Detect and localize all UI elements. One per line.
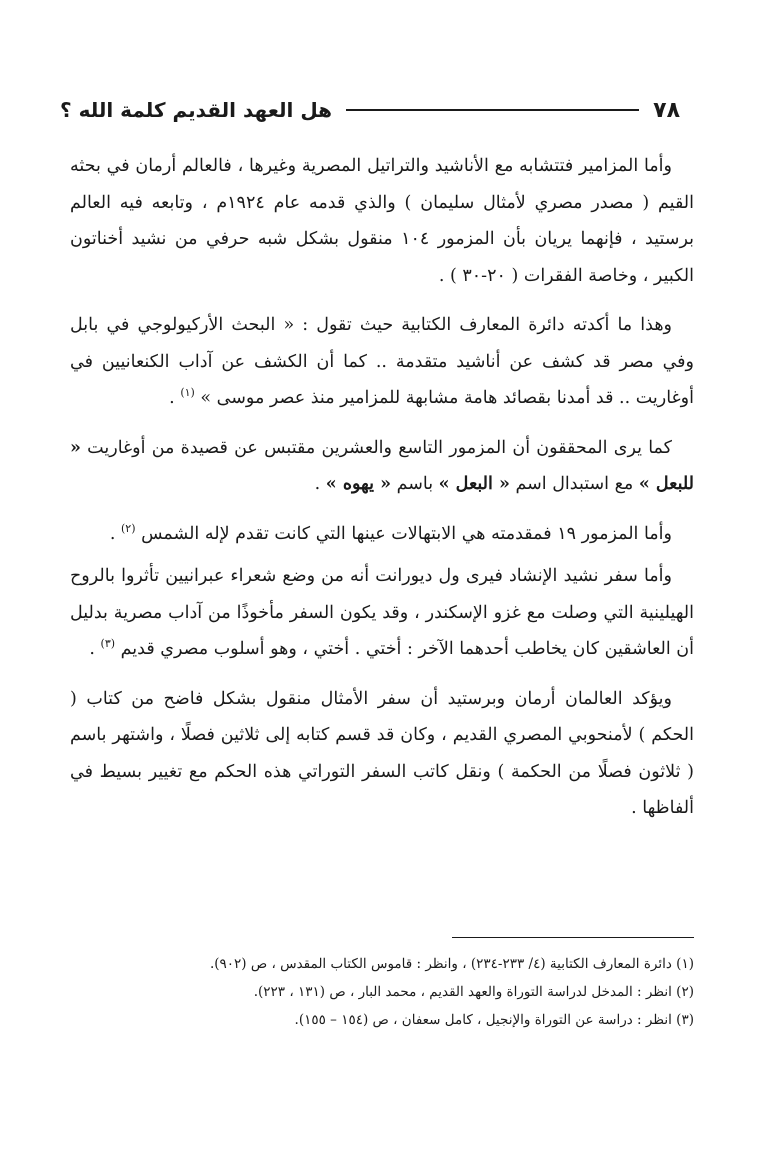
page-number: ٧٨ (653, 97, 680, 123)
paragraph-end: . (109, 523, 121, 544)
paragraph-text: وأما سفر نشيد الإنشاد فيرى ول ديورانت أنه من وضع شعراء عبرانيين تأثروا بالروح الهيلينية التي وصلت مع غزو الإسكندر ، وقد يكون السفر مأخوذًا من آداب مصرية بدليل أن العاشقين كان يخاطب أحدهما الآخر : أختي . أختي ، وهو أسلوب مصري قديم (70, 566, 694, 659)
header-rule (346, 109, 639, 111)
paragraph-text: وأما المزمور ١٩ فمقدمته هي الابتهالات عينها التي كانت تقدم لإله الشمس (141, 523, 672, 544)
footnotes (70, 950, 694, 1034)
bold-term-baal-1: « للبعل » (70, 437, 694, 494)
paragraph-text: وأما المزامير فتتشابه مع الأناشيد والتراتيل المصرية وغيرها ، فالعالم أرمان في بحثه القيم ( مصدر مصري لأمثال سليمان ) والذي قدمه عام ١٩٢٤م ، وتابعه فيه العالم برستيد ، فإنهما يريان بأن المزمور ١٠٤ منقول بشكل شبه حرفي من نشيد أخناتون الكبير ، وخاصة الفقرات ( ٢٠-٣٠ ) . (70, 156, 694, 286)
paragraph-psalm-29 (70, 430, 694, 503)
footnote-3: (٣) انظر : دراسة عن التوراة والإنجيل ، كامل سعفان ، ص (١٥٤ – ١٥٥). (294, 1012, 694, 1028)
running-title: هل العهد القديم كلمة الله ؟ (60, 98, 333, 122)
paragraph-end: . (314, 474, 326, 494)
footnote-ref: (١) (180, 386, 195, 400)
paragraph-psalms-egyptian-hymns (70, 148, 694, 294)
paragraph-song-of-songs (70, 558, 694, 668)
paragraph-end: . (169, 388, 181, 408)
paragraph-text: ويؤكد العالمان أرمان وبرستيد أن سفر الأمثال منقول بشكل فاضح من كتاب ( الحكم ) لأمنحوبي المصري القديم ، وكان قد قسم كتابه إلى ثلاثين فصلًا ، واشتهر باسم ( ثلاثون فصلًا من الحكمة ) ونقل كاتب السفر التوراتي هذه الحكم مع تغيير بسيط في ألفاظها . (70, 688, 694, 818)
running-header (60, 90, 680, 130)
footnote-separator (452, 937, 694, 938)
footnote-ref: (٢) (120, 521, 136, 535)
paragraph-text: كما يرى المحققون أن المزمور التاسع والعشرين مقتبس عن قصيدة من أوغاريت (80, 437, 672, 458)
paragraph-text: مع استبدال اسم (509, 474, 639, 494)
paragraph-psalm-19 (70, 516, 694, 553)
footnote-ref: (٣) (100, 637, 116, 651)
paragraph-proverbs-amenemope (70, 681, 694, 827)
bold-term-yahweh: « يهوه » (325, 474, 392, 494)
footnote-1: (١) دائرة المعارف الكتابية (٤/ ٢٣٣-٢٣٤) ، وانظر : قاموس الكتاب المقدس ، ص (٩٠٢). (209, 956, 694, 972)
main-text (70, 148, 694, 840)
paragraph-text: وهذا ما أكدته دائرة المعارف الكتابية حيث تقول : « البحث الأركيولوجي في بابل وفي مصر قد كشف عن أناشيد متقدمة .. كما أن الكشف عن آداب الكنعانيين في أوغاريت .. قد أمدنا بقصائد هامة مشابهة للمزامير منذ عصر موسى » (70, 315, 694, 408)
paragraph-encyclopedia-quote (70, 307, 694, 417)
paragraph-end: . (89, 639, 101, 659)
footnote-2: (٢) انظر : المدخل لدراسة التوراة والعهد القديم ، محمد البار ، ص (١٣١ ، ٢٢٣). (253, 984, 694, 1000)
paragraph-text: باسم (391, 474, 439, 494)
bold-term-baal-2: « البعل » (438, 474, 510, 494)
